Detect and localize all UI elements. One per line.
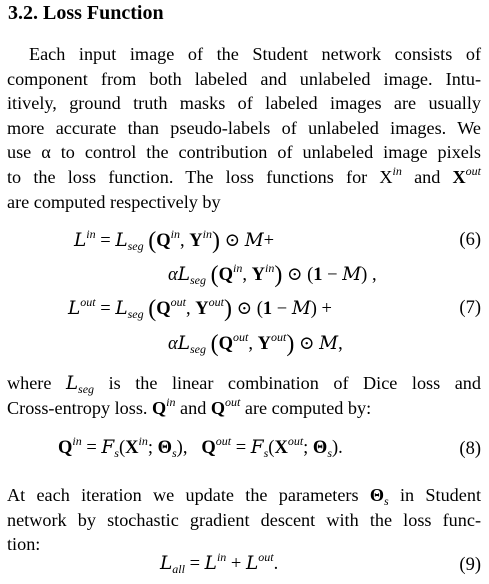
superscript-in: in xyxy=(392,163,402,178)
equation-number: (9) xyxy=(459,555,481,575)
equation-number: (6) xyxy=(459,230,481,250)
section-heading: 3.2. Loss Function xyxy=(8,2,164,24)
text-fragment: to the loss function. The loss functions for X xyxy=(7,166,393,187)
text-line: itively, ground truth masks of labeled images are usually xyxy=(7,93,481,114)
text-line: component from both labeled and unlabeled image. Intu- xyxy=(7,68,481,89)
text-line: Each input image of the Student network consists of xyxy=(29,44,481,64)
equation-number: (7) xyxy=(459,298,481,318)
text-fragment: are computed by: xyxy=(240,397,372,418)
equation-6-line-1: $L^{in} = L_{seg}$ ($Q^{in}$, $Y^{in}$) ⊙ M+ xyxy=(74,227,275,254)
text-line: network by stochastic gradient descent with the loss func- xyxy=(7,509,481,530)
text-fragment: At each iteration we update the parameters xyxy=(7,485,370,505)
paragraph-optimization xyxy=(7,483,481,557)
math-X: X xyxy=(452,166,466,187)
superscript-out: out xyxy=(465,163,481,178)
equation-7-line-2: $\alpha L_{seg}$ ($Q^{out}$, $Y^{out}$) ⊙ M, xyxy=(168,330,343,357)
equation-7-line-1: $L^{out} = L_{seg}$ ($Q^{out}$, $Y^{out}$) ⊙ (1 − M) + xyxy=(68,295,332,322)
text-line: At each iteration we update the parameters $\Theta_s$ in Student xyxy=(7,485,481,508)
text-fragment: is the linear combination of Dice loss and xyxy=(94,373,481,393)
text-line: are computed respectively by xyxy=(7,191,221,212)
text-fragment: and xyxy=(401,166,453,187)
equation-number: (8) xyxy=(459,439,481,459)
paragraph-intro xyxy=(7,42,481,214)
equation-8: $Q^{in} = F_s(X^{in}$; $\Theta_s$), $Q^{out} = F_s(X^{out}$; $\Theta_s$). xyxy=(58,434,343,460)
text-line: tion: xyxy=(7,534,41,555)
text-line: more accurate than pseudo-labels of unlabeled images. We xyxy=(7,117,481,138)
equation-9: $L_{all} = L^{in} + L^{out}$. xyxy=(160,550,279,576)
text-line: use α to control the contribution of unlabeled image pixels xyxy=(7,142,481,163)
text-line: Cross-entropy loss. $Q^{in}$ and $Q^{out}$ are computed by: xyxy=(7,394,372,418)
text-fragment: where xyxy=(7,373,66,393)
text-fragment: Cross-entropy loss. xyxy=(7,397,152,418)
text-fragment: and xyxy=(175,397,211,418)
text-line xyxy=(7,165,481,190)
text-fragment: in Student xyxy=(388,485,481,505)
text-line: where $L_{seg}$ is the linear combination of Dice loss and xyxy=(7,373,481,396)
paragraph-loss-definition xyxy=(7,371,481,420)
equation-6-line-2: $\alpha L_{seg}$ ($Q^{in}$, $Y^{in}$) ⊙ (1 − M) , xyxy=(168,261,377,288)
